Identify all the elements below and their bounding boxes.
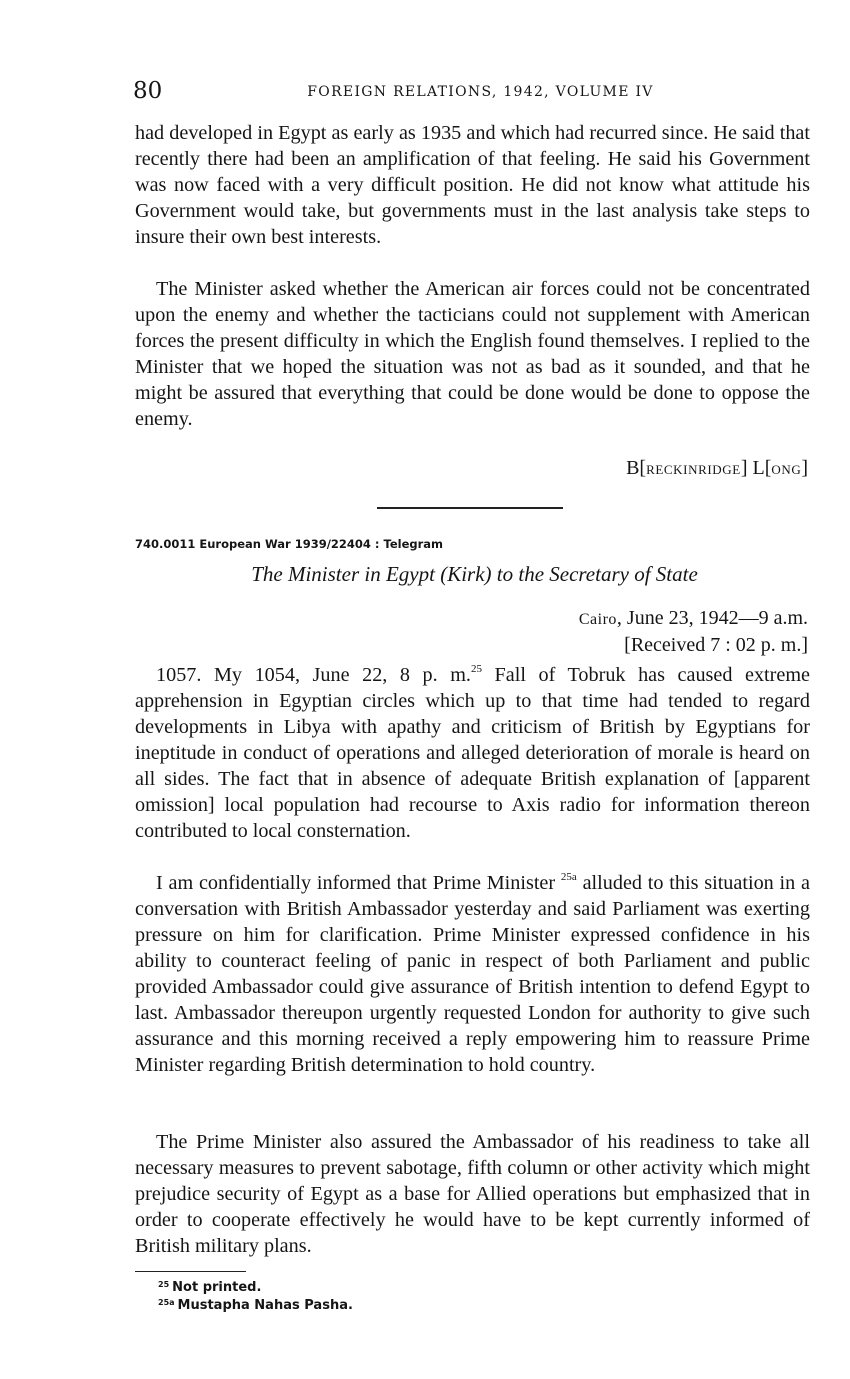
paragraph-continued: had developed in Egypt as early as 1935 and which had recurred since. He said that recently there had been an amplification of that feeling. He said his Government was now faced with a very difficult position. He did not know what attitude his Government would take, but governments must in the last analysis take steps to insure their own best interests. xyxy=(135,122,810,248)
paragraph-telegram-1057 xyxy=(135,662,810,844)
footnote-ref-25: 25 xyxy=(470,663,482,676)
paragraph-minister-question: The Minister asked whether the American air forces could not be concentrated upon the enemy and whether the tacticians could not supplement with American forces the present difficulty in which the English found themselves. I replied to the Minister that we hoped the situation was not as bad as it sounded, and that he might be assured that everything that could be done would be done to oppose the enemy. xyxy=(135,278,810,430)
footnote-rule xyxy=(135,1271,246,1272)
page-header xyxy=(133,78,810,108)
p4-text-a: I am confidentially informed that Prime Minister xyxy=(156,872,561,894)
signature-l-smallcaps: ONG xyxy=(771,462,802,477)
file-reference: 740.0011 European War 1939/22404 : Telegram xyxy=(135,537,444,551)
paragraph-prime-minister xyxy=(135,870,810,1078)
footnote-mark: 25 xyxy=(158,1280,170,1289)
p3-text-a: 1057. My 1054, June 22, 8 p. m. xyxy=(156,664,471,686)
footnote-text: Mustapha Nahas Pasha. xyxy=(177,1298,353,1313)
received-note: [Received 7 : 02 p. m.] xyxy=(624,634,808,656)
signature-end: ] xyxy=(801,457,808,479)
signature-mid: ] L[ xyxy=(740,457,772,479)
footnote-25a xyxy=(158,1298,353,1313)
footnote-text: Not printed. xyxy=(172,1280,262,1295)
footnote-ref-25a: 25a xyxy=(560,871,577,884)
signature-b-smallcaps: RECKINRIDGE xyxy=(646,462,741,477)
running-head: FOREIGN RELATIONS, 1942, VOLUME IV xyxy=(307,84,654,100)
signature-b: B[ xyxy=(626,457,647,479)
dateline xyxy=(579,607,808,630)
dateline-date: , June 23, 1942—9 a.m. xyxy=(616,607,808,629)
dateline-place: Cairo xyxy=(578,611,617,628)
paragraph-assurance: The Prime Minister also assured the Ambassador of his readiness to take all necessary measures to prevent sabotage, fifth column or other activity which might prejudice security of Egypt as a base for Allied operations but emphasized that in order to cooperate effectively he would have to be kept currently informed of British military plans. xyxy=(135,1131,810,1257)
footnote-25 xyxy=(158,1280,261,1295)
p3-text-b: Fall of Tobruk has caused extreme apprehension in Egyptian circles which up to that time had tended to regard developments in Libya with apathy and criticism of British by Egyptians for ineptitude in conduct of operations and alleged deterioration of morale is heard on all sides. The fact that in absence of adequate British explanation of [apparent omission] local population had recourse to Axis radio for information thereon contributed to local consternation. xyxy=(135,664,811,842)
footnote-mark: 25a xyxy=(158,1298,175,1307)
p4-text-b: alluded to this situation in a conversation with British Ambassador yesterday and said Parliament was exerting pressure on him for clarification. Prime Minister expressed confidence in his ability to counteract feeling of panic in respect of both Parliament and public provided Ambassador could give assurance of British intention to defend Egypt to last. Ambassador thereupon urgently requested London for authority to give such assurance and this morning received a reply empowering him to reassure Prime Minister regarding British determination to hold country. xyxy=(135,872,810,1076)
document-title: The Minister in Egypt (Kirk) to the Secretary of State xyxy=(251,562,698,586)
section-divider xyxy=(377,507,563,509)
page-number: 80 xyxy=(133,78,163,104)
signature xyxy=(626,457,808,480)
